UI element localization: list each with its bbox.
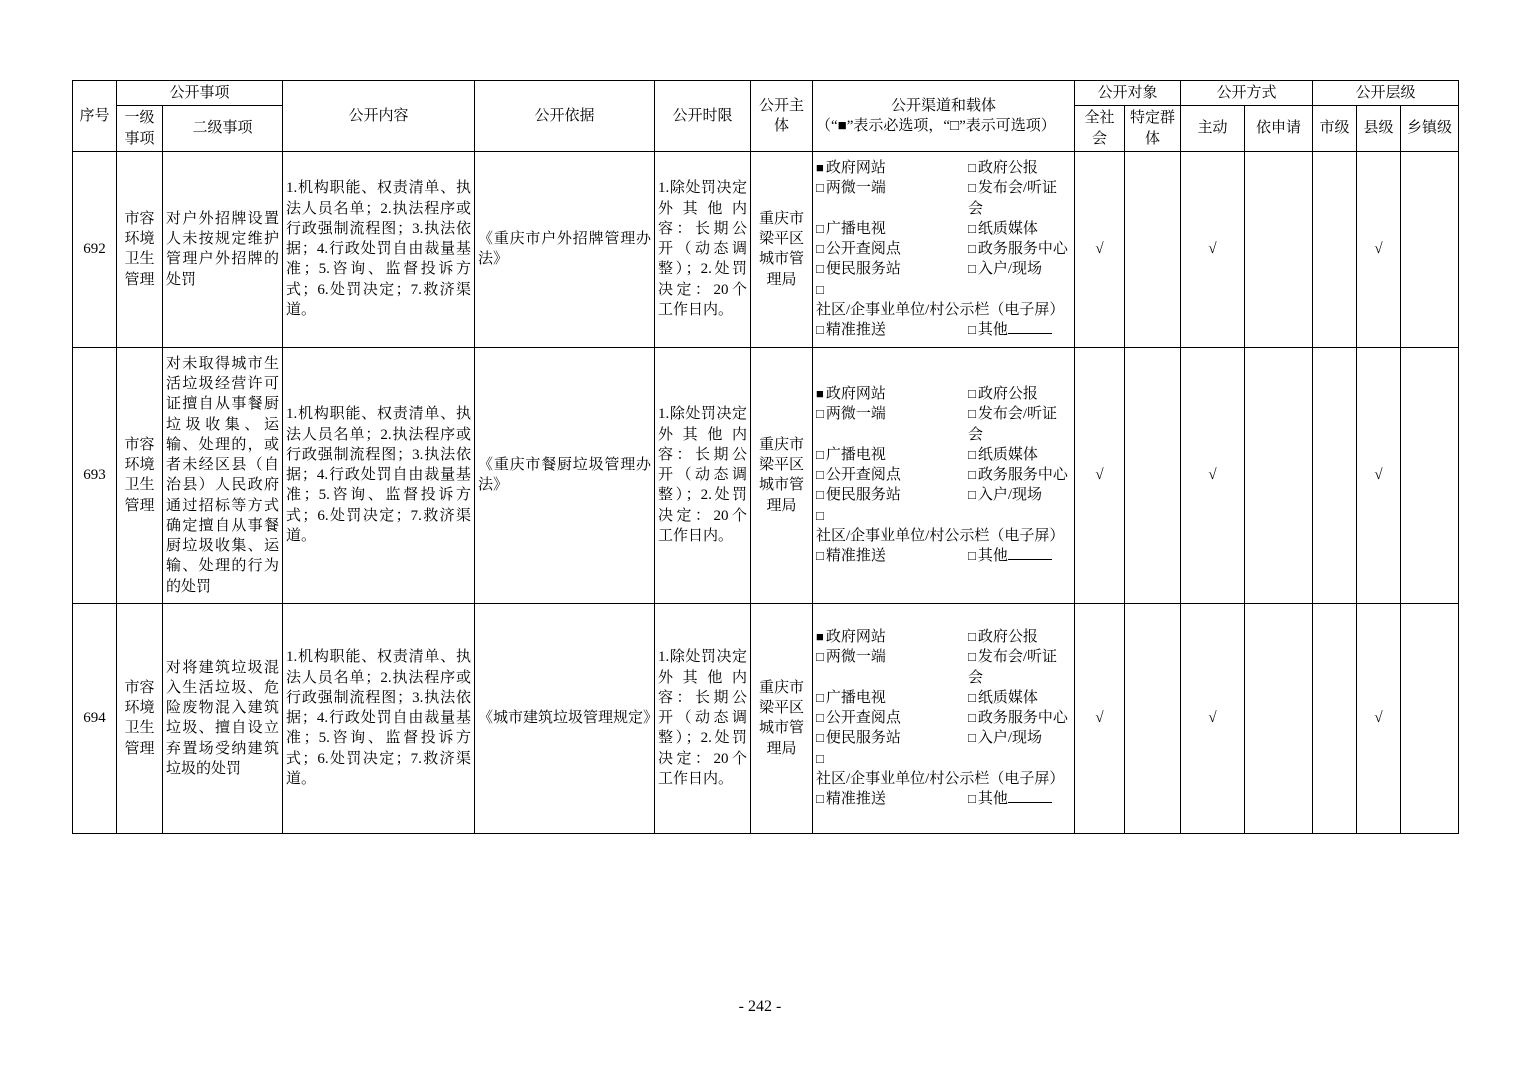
row-audience-all: √	[1075, 151, 1125, 347]
channel-other-blank[interactable]	[1008, 321, 1052, 334]
row-level-town	[1401, 151, 1459, 347]
row-seq: 692	[73, 151, 117, 347]
channel-option[interactable]: □ 社区/企事业单位/村公示栏（电子屏）	[816, 506, 1071, 547]
header-level-group: 公开层级	[1313, 81, 1459, 106]
row-audience-specific	[1125, 151, 1181, 347]
disclosure-table	[72, 80, 1459, 834]
row-subject: 重庆市梁平区城市管理局	[751, 603, 813, 833]
header-item-group: 公开事项	[117, 81, 283, 106]
row-level-city	[1313, 347, 1357, 603]
header-method-request: 依申请	[1245, 106, 1313, 152]
row-level-town	[1401, 603, 1459, 833]
row-level-county: √	[1357, 347, 1401, 603]
header-seq: 序号	[73, 81, 117, 152]
channel-option[interactable]: □ 发布会/听证会	[968, 647, 1071, 688]
header-content: 公开内容	[283, 81, 475, 152]
row-method-active: √	[1181, 347, 1245, 603]
channel-option[interactable]: □ 精准推送	[816, 789, 968, 809]
table-row	[73, 603, 1459, 833]
row-level1: 市容环境卫生管理	[117, 603, 163, 833]
channel-option-other[interactable]	[968, 789, 1071, 809]
header-audience-all: 全社会	[1075, 106, 1125, 152]
row-seq: 693	[73, 347, 117, 603]
channel-option-other[interactable]	[968, 546, 1071, 566]
header-subject: 公开主体	[751, 81, 813, 152]
channel-option[interactable]: □ 政务服务中心	[968, 239, 1071, 259]
row-deadline: 1.除处罚决定外其他内容：长期公开（动态调整）；2.处罚决定：20个工作日内。	[655, 347, 751, 603]
channel-option[interactable]: □ 政务服务中心	[968, 465, 1071, 485]
row-level2: 对将建筑垃圾混入生活垃圾、危险废物混入建筑垃圾、擅自设立弃置场受纳建筑垃圾的处罚	[163, 603, 283, 833]
channel-other-blank[interactable]	[1008, 790, 1052, 803]
channel-option[interactable]: □ 便民服务站	[816, 485, 968, 505]
row-channels	[813, 603, 1075, 833]
channel-option[interactable]: □ 政府公报	[968, 158, 1071, 178]
channel-option[interactable]: □ 政府公报	[968, 384, 1071, 404]
channel-option[interactable]: □ 便民服务站	[816, 728, 968, 748]
channel-option[interactable]: □ 社区/企事业单位/村公示栏（电子屏）	[816, 749, 1071, 790]
header-level1: 一级事项	[117, 106, 163, 152]
row-method-request	[1245, 603, 1313, 833]
channel-option[interactable]: □ 入户/现场	[968, 259, 1071, 279]
channel-option[interactable]: □ 便民服务站	[816, 259, 968, 279]
header-method-group: 公开方式	[1181, 81, 1313, 106]
channel-option[interactable]: ■ 政府网站	[816, 158, 968, 178]
channel-other-label: □ 其他	[968, 322, 1008, 338]
channel-option[interactable]: □ 纸质媒体	[968, 445, 1071, 465]
row-level-town	[1401, 347, 1459, 603]
channel-option[interactable]: □ 精准推送	[816, 320, 968, 340]
row-method-request	[1245, 151, 1313, 347]
row-content: 1.机构职能、权责清单、执法人员名单；2.执法程序或行政强制流程图；3.执法依据；4.行政处罚自由裁量基准；5.咨询、监督投诉方式；6.处罚决定；7.救济渠道。	[283, 151, 475, 347]
row-level1: 市容环境卫生管理	[117, 151, 163, 347]
channel-option[interactable]: □ 发布会/听证会	[968, 178, 1071, 219]
channel-option[interactable]: □ 广播电视	[816, 445, 968, 465]
row-level-county: √	[1357, 603, 1401, 833]
header-channel-title: 公开渠道和载体	[891, 97, 997, 114]
channel-option[interactable]: □ 两微一端	[816, 404, 968, 445]
row-seq: 694	[73, 603, 117, 833]
row-audience-specific	[1125, 347, 1181, 603]
channel-option[interactable]: ■ 政府网站	[816, 384, 968, 404]
channel-other-blank[interactable]	[1008, 547, 1052, 560]
channel-option-other[interactable]	[968, 320, 1071, 340]
channel-option[interactable]: □ 社区/企事业单位/村公示栏（电子屏）	[816, 280, 1071, 321]
header-level-county: 县级	[1357, 106, 1401, 152]
channel-option[interactable]: □ 政务服务中心	[968, 708, 1071, 728]
header-level-town: 乡镇级	[1401, 106, 1459, 152]
row-level1: 市容环境卫生管理	[117, 347, 163, 603]
channel-option[interactable]: □ 公开查阅点	[816, 708, 968, 728]
channel-option[interactable]: □ 纸质媒体	[968, 219, 1071, 239]
header-audience-specific: 特定群体	[1125, 106, 1181, 152]
channel-option[interactable]: □ 广播电视	[816, 688, 968, 708]
channel-option[interactable]: □ 发布会/听证会	[968, 404, 1071, 445]
row-basis: 《重庆市餐厨垃圾管理办法》	[475, 347, 655, 603]
channel-other-label: □ 其他	[968, 791, 1008, 807]
channel-option[interactable]: □ 精准推送	[816, 546, 968, 566]
row-deadline: 1.除处罚决定外其他内容：长期公开（动态调整）；2.处罚决定：20个工作日内。	[655, 603, 751, 833]
header-basis: 公开依据	[475, 81, 655, 152]
row-channels	[813, 347, 1075, 603]
channel-option[interactable]: □ 两微一端	[816, 178, 968, 219]
channel-option[interactable]: □ 两微一端	[816, 647, 968, 688]
row-content: 1.机构职能、权责清单、执法人员名单；2.执法程序或行政强制流程图；3.执法依据；4.行政处罚自由裁量基准；5.咨询、监督投诉方式；6.处罚决定；7.救济渠道。	[283, 347, 475, 603]
row-deadline: 1.除处罚决定外其他内容：长期公开（动态调整）；2.处罚决定：20个工作日内。	[655, 151, 751, 347]
row-basis: 《城市建筑垃圾管理规定》	[475, 603, 655, 833]
row-content: 1.机构职能、权责清单、执法人员名单；2.执法程序或行政强制流程图；3.执法依据；4.行政处罚自由裁量基准；5.咨询、监督投诉方式；6.处罚决定；7.救济渠道。	[283, 603, 475, 833]
row-audience-specific	[1125, 603, 1181, 833]
channel-option[interactable]: □ 政府公报	[968, 627, 1071, 647]
channel-option[interactable]: □ 公开查阅点	[816, 465, 968, 485]
row-method-active: √	[1181, 603, 1245, 833]
row-subject: 重庆市梁平区城市管理局	[751, 151, 813, 347]
row-level-city	[1313, 603, 1357, 833]
row-audience-all: √	[1075, 603, 1125, 833]
row-level-county: √	[1357, 151, 1401, 347]
row-method-active: √	[1181, 151, 1245, 347]
channel-other-label: □ 其他	[968, 548, 1008, 564]
header-level2: 二级事项	[163, 106, 283, 152]
channel-option[interactable]: □ 入户/现场	[968, 728, 1071, 748]
channel-option[interactable]: □ 广播电视	[816, 219, 968, 239]
channel-option[interactable]: □ 入户/现场	[968, 485, 1071, 505]
header-audience-group: 公开对象	[1075, 81, 1181, 106]
row-level2: 对户外招牌设置人未按规定维护管理户外招牌的处罚	[163, 151, 283, 347]
channel-option[interactable]: □ 公开查阅点	[816, 239, 968, 259]
header-channel-group	[813, 81, 1075, 152]
row-subject: 重庆市梁平区城市管理局	[751, 347, 813, 603]
row-level2: 对未取得城市生活垃圾经营许可证擅自从事餐厨垃圾收集、运输、处理的，或者未经区县（自治县）人民政府通过招标等方式确定擅自从事餐厨垃圾收集、运输、处理的行为的处罚	[163, 347, 283, 603]
row-channels	[813, 151, 1075, 347]
row-level-city	[1313, 151, 1357, 347]
row-basis: 《重庆市户外招牌管理办法》	[475, 151, 655, 347]
row-audience-all: √	[1075, 347, 1125, 603]
header-channel-note: （“■”表示必选项，“□”表示可选项）	[816, 117, 1056, 134]
row-method-request	[1245, 347, 1313, 603]
header-deadline: 公开时限	[655, 81, 751, 152]
page-number: - 242 -	[738, 998, 782, 1015]
table-row	[73, 151, 1459, 347]
header-level-city: 市级	[1313, 106, 1357, 152]
table-row	[73, 347, 1459, 603]
channel-option[interactable]: □ 纸质媒体	[968, 688, 1071, 708]
channel-option[interactable]: ■ 政府网站	[816, 627, 968, 647]
header-method-active: 主动	[1181, 106, 1245, 152]
